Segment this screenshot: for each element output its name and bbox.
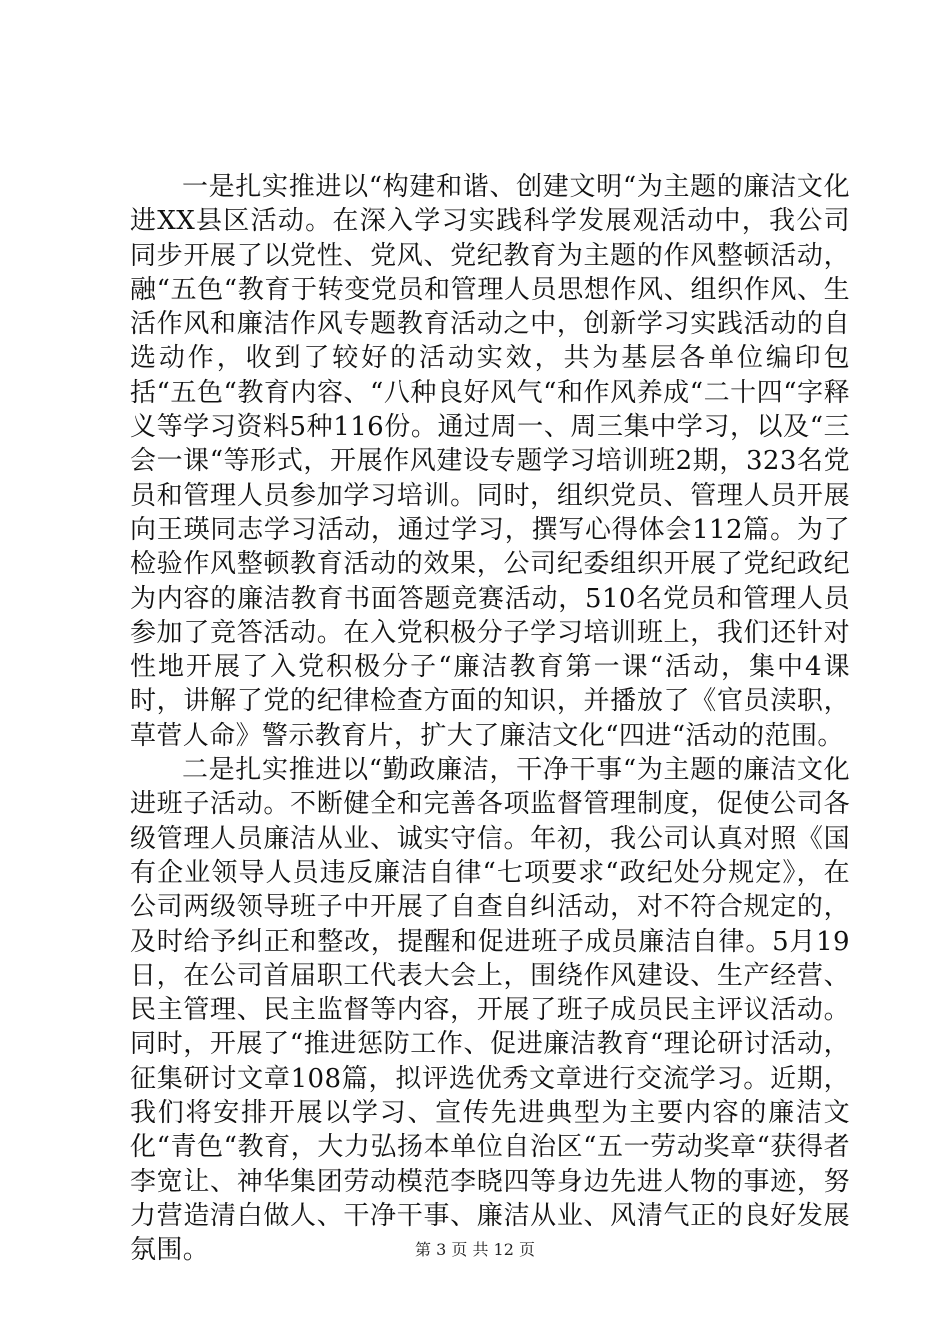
paragraph-2: 二是扎实推进以“勤政廉洁，干净干事“为主题的廉洁文化进班子活动。不断健全和完善各项监督管理制度，促使公司各级管理人员廉洁从业、诚实守信。年初，我公司认真对照《国有企业领导人员违反廉洁自律“七项要求“政纪处分规定》，在公司两级领导班子中开展了自查自纠活动，对不符合规定的，及时给予纠正和整改，提醒和促进班子成员廉洁自律。5月19日，在公司首届职工代表大会上，围绕作风建设、生产经营、民主管理、民主监督等内容，开展了班子成员民主评议活动。同时，开展了“推进惩防工作、促进廉洁教育“理论研讨活动，征集研讨文章108篇，拟评选优秀文章进行交流学习。近期，我们将安排开展以学习、宣传先进典型为主要内容的廉洁文化“青色“教育，大力弘扬本单位自治区“五一劳动奖章“获得者李宽让、神华集团劳动模范李晓四等身边先进人物的事迹，努力营造清白做人、干净干事、廉洁从业、风清气正的良好发展氛围。 bbox=[130, 755, 850, 1266]
document-body bbox=[130, 170, 850, 1268]
page-footer: 第 3 页 共 12 页 bbox=[415, 1240, 535, 1259]
paragraph-1: 一是扎实推进以“构建和谐、创建文明“为主题的廉洁文化进XX县区活动。在深入学习实践科学发展观活动中，我公司同步开展了以党性、党风、党纪教育为主题的作风整顿活动，融“五色“教育于转变党员和管理人员思想作风、组织作风、生活作风和廉洁作风专题教育活动之中，创新学习实践活动的自选动作，收到了较好的活动实效，共为基层各单位编印包括“五色“教育内容、“八种良好风气“和作风养成“二十四“字释义等学习资料5种116份。通过周一、周三集中学习，以及“三会一课“等形式，开展作风建设专题学习培训班2期，323名党员和管理人员参加学习培训。同时，组织党员、管理人员开展向王瑛同志学习活动，通过学习，撰写心得体会112篇。为了检验作风整顿教育活动的效果，公司纪委组织开展了党纪政纪为内容的廉洁教育书面答题竞赛活动，510名党员和管理人员参加了竞答活动。在入党积极分子学习培训班上，我们还针对性地开展了入党积极分子“廉洁教育第一课“活动，集中4课时，讲解了党的纪律检查方面的知识，并播放了《官员渎职，草菅人命》警示教育片，扩大了廉洁文化“四进“活动的范围。 bbox=[130, 172, 850, 751]
